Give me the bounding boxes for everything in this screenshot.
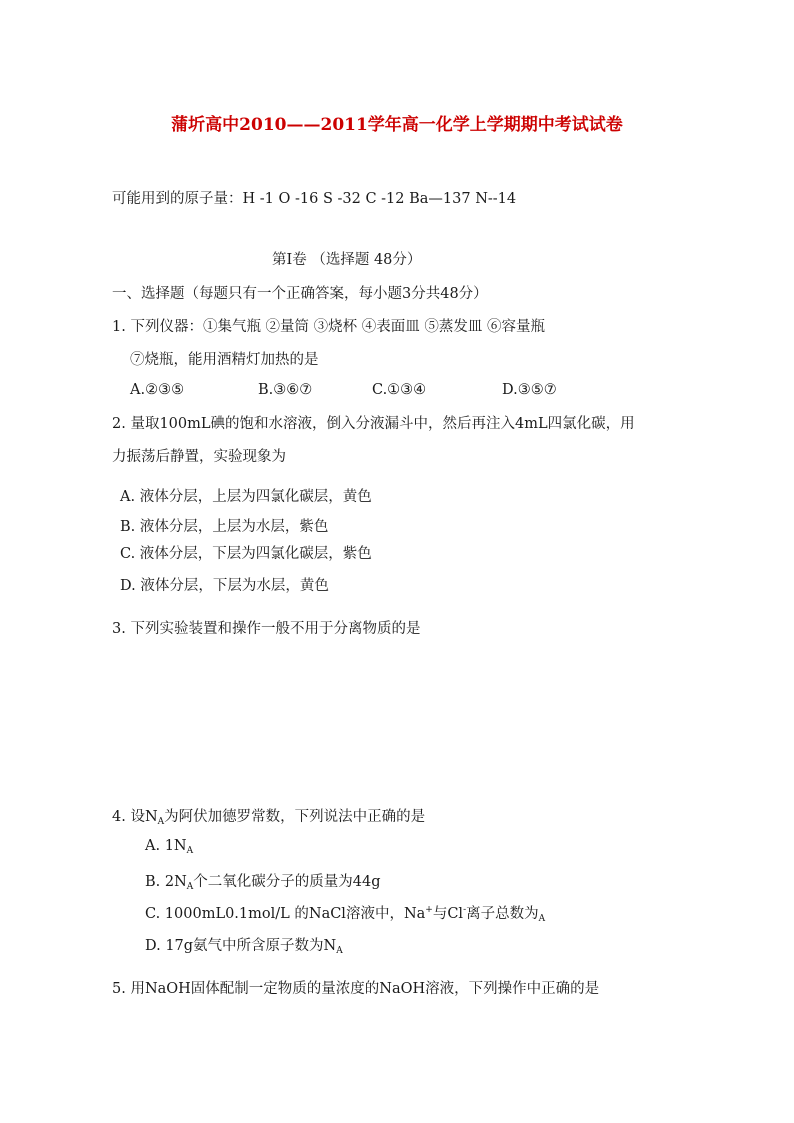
section-heading: 第I卷 （选择题 48分） (272, 252, 422, 268)
q1-stem-line1: 1. 下列仪器：①集气瓶 ②量筒 ③烧杯 ④表面皿 ⑤蒸发皿 ⑥容量瓶 (112, 319, 545, 335)
q3-stem: 3. 下列实验装置和操作一般不用于分离物质的是 (112, 621, 421, 637)
atomic-mass-line: 可能用到的原子量：H -1 O -16 S -32 C -12 Ba—137 N--14 (112, 191, 517, 207)
q2-stem-line1: 2. 量取100mL碘的饱和水溶液，倒入分液漏斗中，然后再注入4mL四氯化碳，用 (112, 416, 635, 432)
q1-stem-line2: ⑦烧瓶，能用酒精灯加热的是 (130, 352, 319, 368)
q4-stem: 4. 设$N_A$为阿伏加德罗常数，下列说法中正确的是 (112, 809, 426, 827)
part1-heading: 一、选择题（每题只有一个正确答案，每小题3分共48分） (112, 286, 488, 302)
q2-option-b: B. 液体分层，上层为水层，紫色 (120, 519, 329, 535)
q2-option-d: D. 液体分层，下层为水层，黄色 (120, 578, 329, 594)
q2-stem-line2: 力振荡后静置，实验现象为 (112, 449, 286, 465)
q2-option-c: C. 液体分层，下层为四氯化碳层，紫色 (120, 546, 372, 562)
q4-option-a: A. $1N_A$ (145, 838, 194, 856)
q4-option-d: D. 17g氨气中所含原子数为$N_A$ (145, 938, 343, 956)
q4-option-b: B. $2N_A$个二氧化碳分子的质量为44g (145, 874, 381, 892)
q1-option-d: D.③⑤⑦ (502, 382, 557, 398)
q1-option-a: A.②③⑤ (130, 382, 185, 398)
q1-option-b: B.③⑥⑦ (258, 382, 313, 398)
q2-option-a: A. 液体分层，上层为四氯化碳层，黄色 (120, 489, 372, 505)
q4-option-c: C. 1000mL0.1mol/L 的NaCl溶液中，Na+与Cl-离子总数为$_A$ (145, 905, 546, 924)
exam-title: 蒲圻高中2010——2011学年高一化学上学期期中考试试卷 (171, 115, 623, 135)
q5-stem: 5. 用NaOH固体配制一定物质的量浓度的NaOH溶液，下列操作中正确的是 (112, 981, 600, 997)
q1-option-c: C.①③④ (372, 382, 427, 398)
